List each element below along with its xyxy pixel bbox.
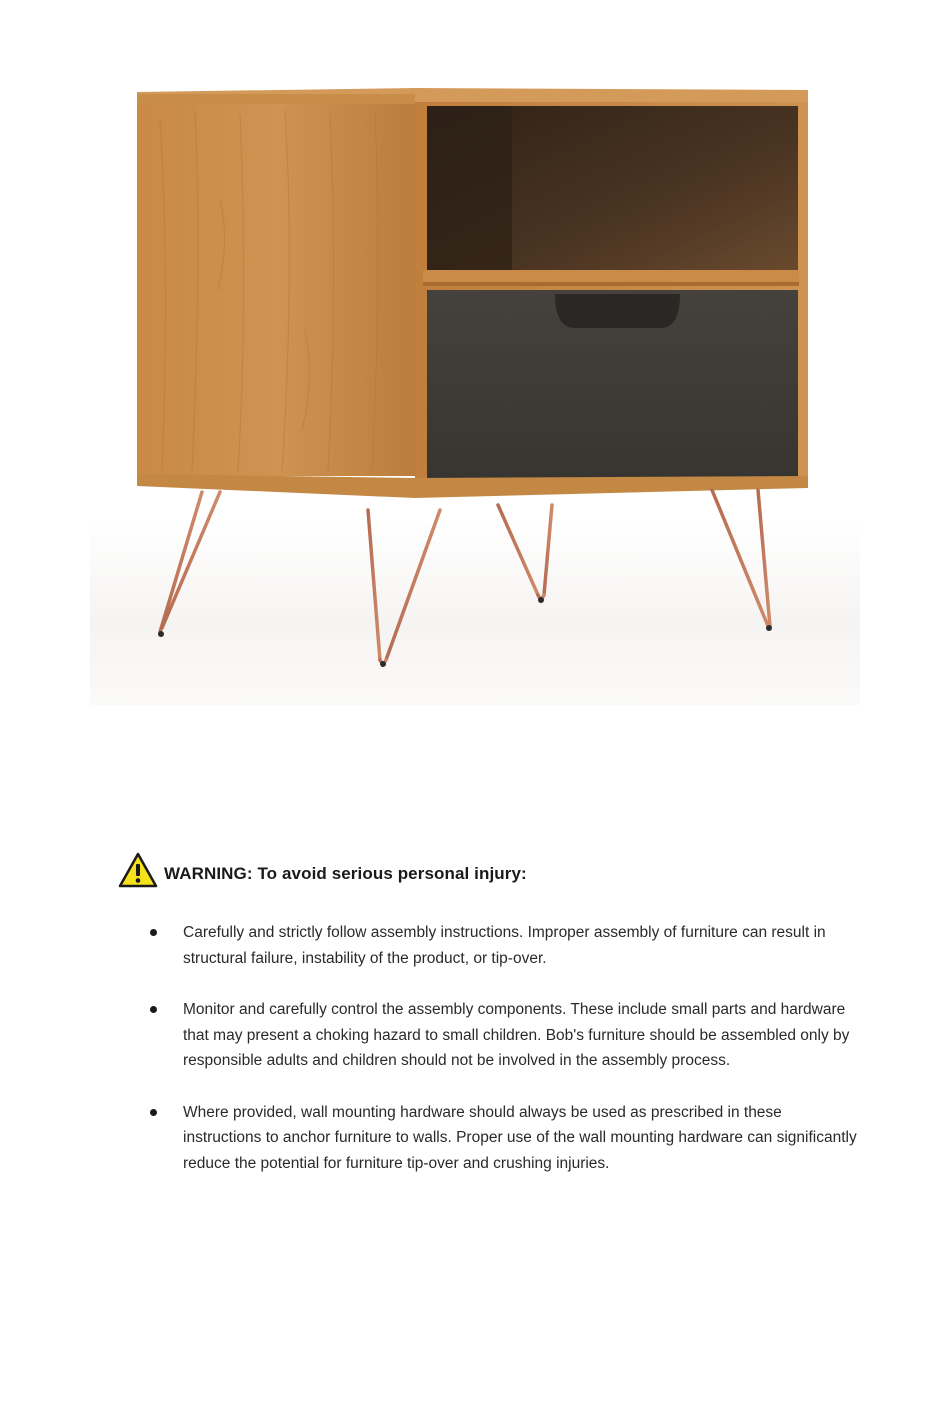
bullet-icon xyxy=(150,929,157,936)
warning-section xyxy=(118,850,878,1202)
nightstand-product-image xyxy=(90,80,860,705)
warning-triangle-icon xyxy=(118,852,158,888)
bullet-icon xyxy=(150,1006,157,1013)
warning-item-text: Carefully and strictly follow assembly instructions. Improper assembly of furniture can result in structural failure, instability of the product, or tip-over. xyxy=(183,924,826,967)
warning-list xyxy=(118,920,878,1176)
drawer-handle xyxy=(555,294,680,328)
warning-item-wall-mounting xyxy=(118,1100,863,1177)
warning-item-assembly-instructions xyxy=(118,920,863,971)
middle-shelf xyxy=(423,270,799,284)
warning-heading xyxy=(118,850,878,890)
side-panel xyxy=(137,104,415,476)
warning-item-text: Where provided, wall mounting hardware should always be used as prescribed in these instructions to anchor furniture to walls. Proper use of the wall mounting hardware can significantly reduce the potential for furniture tip-over and crushing injuries. xyxy=(183,1103,857,1172)
floor-shadow xyxy=(90,520,860,705)
bullet-icon xyxy=(150,1109,157,1116)
warning-title: WARNING: To avoid serious personal injury: xyxy=(164,864,527,883)
warning-item-small-parts xyxy=(118,997,863,1074)
warning-item-text: Monitor and carefully control the assembly components. These include small parts and hardware that may present a choking hazard to small children. Bob's furniture should be assembled only by responsible adults and children should not be involved in the assembly process. xyxy=(183,1001,850,1069)
